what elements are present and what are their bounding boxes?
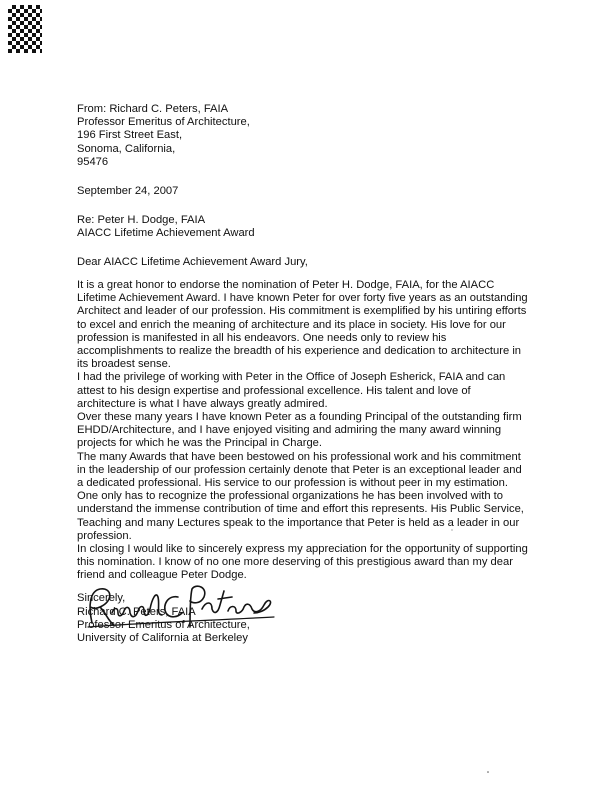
- body-line: profession is manifested in all his endeavors. One needs only to review his: [77, 331, 447, 344]
- sender-line: From: Richard C. Peters, FAIA: [77, 103, 229, 115]
- sender-line: 196 First Street East,: [77, 129, 183, 142]
- sender-line: Professor Emeritus of Architecture,: [77, 116, 250, 129]
- letter-date: September 24, 2007: [77, 185, 179, 197]
- body-line: understand the immense contribution of time and effort this represents. His Public Service,: [77, 503, 524, 516]
- body-line: One only has to recognize the professional organizations he has been involved with to: [77, 490, 504, 503]
- body-line: EHDD/Architecture, and I have enjoyed visiting and admiring the many award winning: [77, 424, 502, 437]
- salutation: Dear AIACC Lifetime Achievement Award Jury,: [77, 256, 308, 268]
- body-line: projects for which he was the Principal in Charge.: [77, 437, 322, 450]
- subject-line: AIACC Lifetime Achievement Award: [77, 227, 255, 240]
- body-line: It is a great honor to endorse the nomination of Peter H. Dodge, FAIA, for the AIACC: [77, 279, 495, 291]
- sender-line: 95476: [77, 155, 109, 168]
- sender-line: Sonoma, California,: [77, 142, 176, 155]
- body-line: to excel and enrich the meaning of architecture and its place in society. His love for our: [77, 318, 506, 331]
- body-line: architecture is what I have always greatly admired.: [77, 397, 328, 410]
- body-line: friend and colleague Peter Dodge.: [77, 569, 247, 582]
- body-line: Teaching and many Lectures speak to the importance that Peter is held as a leader in our: [77, 516, 520, 529]
- body-line: In closing I would like to sincerely express my appreciation for the opportunity of supporting: [77, 543, 528, 556]
- body-line: The many Awards that have been bestowed on his professional work and his commitment: [77, 450, 521, 463]
- signatory-line: University of California at Berkeley: [77, 632, 248, 645]
- signatory-line: Richard C. Peters, FAIA: [77, 606, 196, 618]
- body-line: Architect and leader of our profession. His commitment is exemplified by his untiring efforts: [77, 305, 527, 318]
- body-line: profession.: [77, 529, 132, 542]
- body-line: attest to his design expertise and professional excellence. His talent and love of: [77, 384, 471, 397]
- body-line: this nomination. I know of no one more deserving of this prestigious award than my dear: [77, 556, 513, 569]
- subject-line: Re: Peter H. Dodge, FAIA: [77, 214, 206, 226]
- body-line: a dedicated professional. His service to our profession is without peer in my estimation.: [77, 477, 508, 490]
- closing: Sincerely,: [77, 592, 126, 604]
- signatory-line: Professor Emeritus of Architecture,: [77, 619, 250, 632]
- body-line: Over these many years I have known Peter as a founding Principal of the outstanding firm: [77, 411, 522, 424]
- body-line: accomplishments to realize the breadth of his experience and dedication to architecture in: [77, 345, 522, 358]
- body-line: in the leadership of our profession certainly denote that Peter is an exceptional leader and: [77, 463, 522, 476]
- body-line: its broadest sense.: [77, 358, 171, 371]
- body-line: I had the privilege of working with Peter in the Office of Joseph Esherick, FAIA and can: [77, 371, 506, 384]
- body-line: Lifetime Achievement Award. I have known Peter for over forty five years as an outstanding: [77, 292, 528, 305]
